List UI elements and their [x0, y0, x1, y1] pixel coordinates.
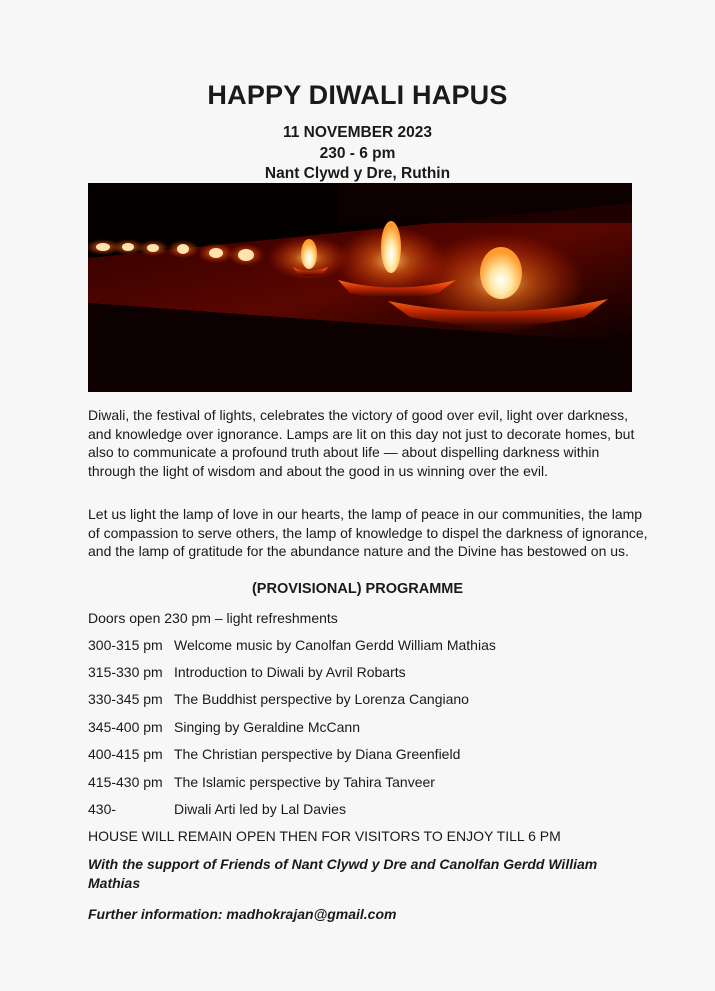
- event-date: 11 NOVEMBER 2023: [282, 124, 433, 141]
- programme-item: [88, 637, 496, 653]
- programme-time: 315-330 pm: [88, 664, 163, 680]
- programme-time: 400-415 pm: [88, 746, 163, 762]
- second-paragraph: Let us light the lamp of love in our hearts, the lamp of peace in our communities, the lamp of compassion to serve others, the lamp of knowledge to dispel the darkness of ignorance, and the lamp of gratitude for the abundance nature and the Divine has bestowed on us.: [88, 506, 648, 559]
- house-open-line: HOUSE WILL REMAIN OPEN THEN FOR VISITORS TO ENJOY TILL 6 PM: [88, 828, 561, 844]
- programme-time: 300-315 pm: [88, 637, 163, 653]
- further-info: Further information: madhokrajan@gmail.com: [88, 906, 397, 922]
- programme-item: [88, 774, 435, 790]
- diwali-lamps-photo: [88, 183, 632, 392]
- programme-time: 345-400 pm: [88, 719, 163, 735]
- programme-event: The Islamic perspective by Tahira Tanveer: [174, 774, 435, 790]
- event-time: 230 - 6 pm: [319, 145, 396, 162]
- programme-time: 415-430 pm: [88, 774, 163, 790]
- programme-item: [88, 719, 360, 735]
- support-note: With the support of Friends of Nant Clywd y Dre and Canolfan Gerdd William Mathias: [88, 856, 598, 891]
- doors-open-line: Doors open 230 pm – light refreshments: [88, 610, 338, 626]
- programme-event: Diwali Arti led by Lal Davies: [174, 801, 346, 817]
- programme-time: 430-: [88, 801, 117, 817]
- programme-item: [88, 691, 469, 707]
- flyer-title: HAPPY DIWALI HAPUS: [207, 80, 508, 110]
- programme-item: [88, 746, 460, 762]
- programme-event: Singing by Geraldine McCann: [174, 719, 360, 735]
- programme-event: Welcome music by Canolfan Gerdd William Mathias: [174, 637, 496, 653]
- intro-paragraph: Diwali, the festival of lights, celebrates the victory of good over evil, light over darkness, and knowledge over ignorance. Lamps are lit on this day not just to decorate homes, but also to communicate a profound truth about life — about dispelling darkness within through the light of wisdom and about the good in us winning over the evil.: [88, 407, 635, 479]
- programme-event: The Buddhist perspective by Lorenza Cangiano: [174, 691, 469, 707]
- programme-item: [88, 664, 406, 680]
- programme-heading: (PROVISIONAL) PROGRAMME: [251, 581, 464, 597]
- programme-event: Introduction to Diwali by Avril Robarts: [174, 664, 406, 680]
- programme-event: The Christian perspective by Diana Greenfield: [174, 746, 461, 762]
- programme-time: 330-345 pm: [88, 691, 163, 707]
- event-venue: Nant Clywd y Dre, Ruthin: [264, 165, 451, 182]
- diwali-lamps-illustration: [88, 183, 632, 392]
- programme-item: [88, 801, 346, 817]
